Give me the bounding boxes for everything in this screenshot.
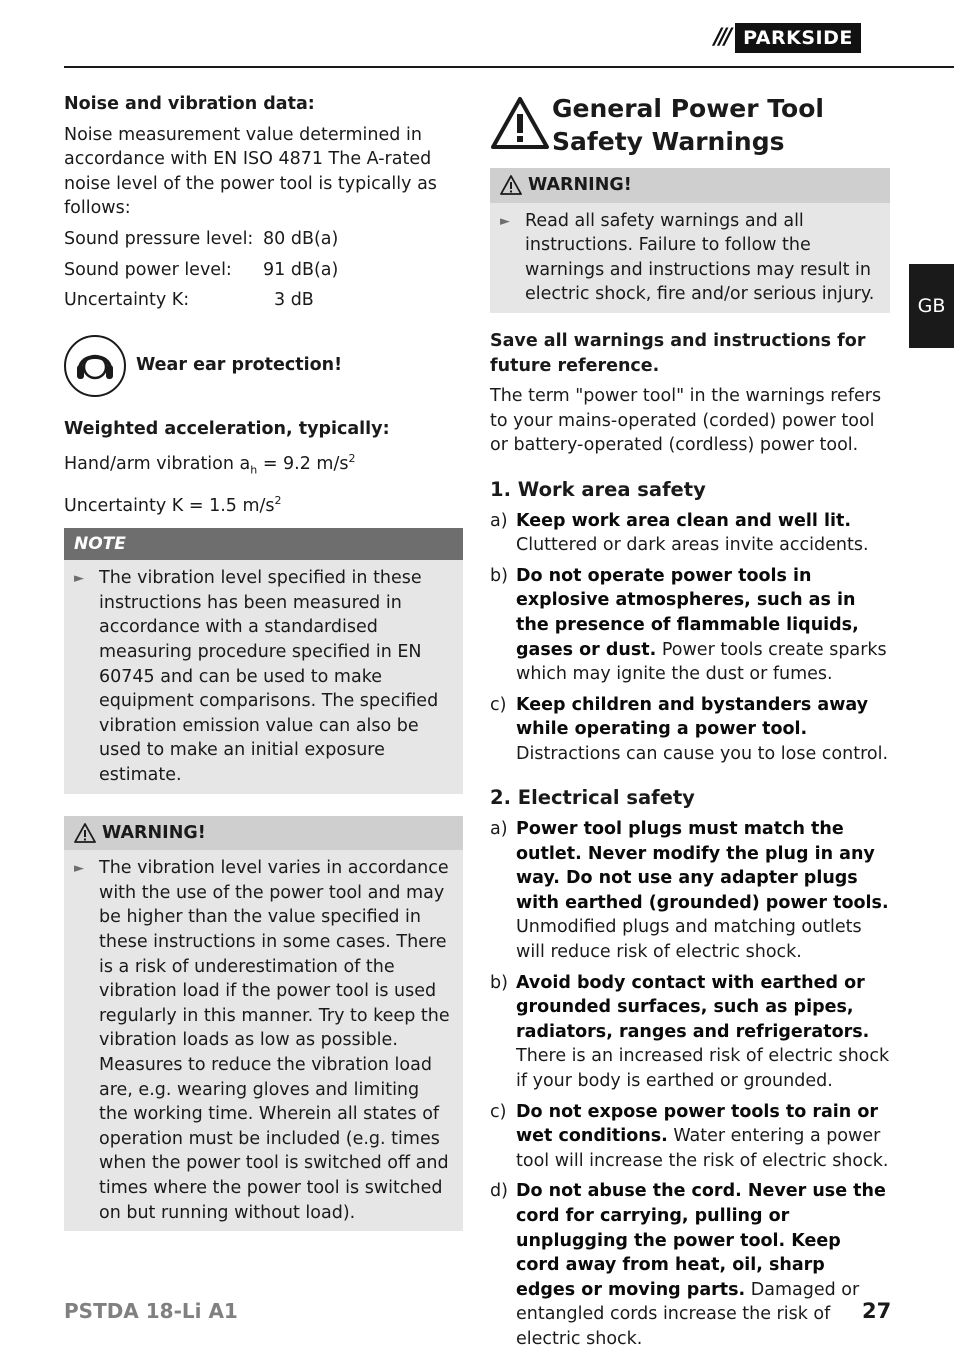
spec-label: Sound power level: xyxy=(64,259,232,280)
note-box xyxy=(64,528,463,794)
item-text xyxy=(516,1100,890,1174)
item-text xyxy=(516,693,890,767)
logo-slashes: /// xyxy=(714,24,730,50)
spec-list xyxy=(64,227,463,313)
spec-value: 91 dB(a) xyxy=(263,259,339,280)
item-bold: Power tool plugs must match the outlet. Never modify the plug in any way. Do not use any adapter plugs with earthed (grounded) power tools. xyxy=(516,819,889,913)
spec-label: Uncertainty K: xyxy=(64,290,190,311)
bullet-arrow-icon: ► xyxy=(74,861,84,877)
vibration-subscript: h xyxy=(250,463,258,477)
vibration-warning-title: WARNING! xyxy=(102,822,206,843)
power-tool-term: The term "power tool" in the warnings refers to your mains-operated (corded) power tool or battery-operated (cordless) power tool. xyxy=(490,386,882,456)
item-bold: Do not operate power tools in explosive atmospheres, such as in the presence of flammable liquids, gases or dust. xyxy=(516,565,859,660)
item-bold: Do not abuse the cord. Never use the cord for carrying, pulling or unplugging the power tool. Keep cord away from heat, oil, sharp edges or moving parts. xyxy=(516,1181,886,1300)
page-number: 27 xyxy=(862,1299,892,1323)
acceleration-heading: Weighted acceleration, typically: xyxy=(64,418,390,439)
vibration-warning-body xyxy=(64,850,463,1231)
language-tab xyxy=(909,264,954,348)
list-item xyxy=(490,509,890,558)
item-text xyxy=(516,564,890,687)
list-item xyxy=(490,1100,890,1174)
item-label: d) xyxy=(490,1181,508,1202)
general-warning-title: WARNING! xyxy=(528,175,632,195)
general-warning-box xyxy=(490,168,890,313)
item-bold: Keep work area clean and well lit. xyxy=(516,510,851,531)
general-warning-text: Read all safety warnings and all instructions. Failure to follow the warnings and instructions may result in electric shock, fire and/or serious injury. xyxy=(525,210,875,305)
save-instructions: Save all warnings and instructions for future reference. xyxy=(490,330,866,376)
item-label: b) xyxy=(490,972,508,993)
list-item xyxy=(490,693,890,767)
spec-label: Sound pressure level: xyxy=(64,228,254,249)
item-label: a) xyxy=(490,510,508,531)
warning-triangle-icon xyxy=(500,175,522,195)
item-rest: Power tools create sparks which may ignite the dust or fumes. xyxy=(516,639,887,685)
spec-row xyxy=(64,258,463,283)
uncertainty-text: Uncertainty K = 1.5 m/s xyxy=(64,496,275,517)
list-item xyxy=(490,971,890,1094)
general-warning-header xyxy=(490,168,890,203)
list-item xyxy=(490,1179,890,1351)
vibration-value: = 9.2 m/s xyxy=(257,454,349,475)
item-label: b) xyxy=(490,565,508,586)
footer-model: PSTDA 18-Li A1 xyxy=(64,1299,238,1323)
left-column xyxy=(64,92,463,1231)
item-label: c) xyxy=(490,1101,507,1122)
parkside-logo xyxy=(714,24,861,52)
item-bold: Keep children and bystanders away while operating a power tool. xyxy=(516,694,869,740)
bullet-arrow-icon: ► xyxy=(500,213,510,229)
item-rest: Unmodified plugs and matching outlets will reduce risk of electric shock. xyxy=(516,917,862,963)
item-rest: Distractions can cause you to lose control. xyxy=(516,743,889,764)
general-warning-body xyxy=(490,203,890,313)
uncertainty-unit-exponent: 2 xyxy=(274,494,282,508)
ear-protection-icon xyxy=(64,335,126,397)
ear-protection-row xyxy=(64,335,463,397)
item-rest: Cluttered or dark areas invite accidents. xyxy=(516,535,869,556)
warning-triangle-icon xyxy=(490,96,552,158)
item-text xyxy=(516,509,890,558)
spec-value: 3 dB xyxy=(274,290,314,311)
vibration-warning-box xyxy=(64,816,463,1232)
vibration-warning-text: The vibration level varies in accordance with the use of the power tool and may be higher than the value specified in these instructions in some cases. There is a risk of underestimation of the vibration load if the power tool is used regularly in this manner. Try to keep the vibration loads as low as possible. Measures to reduce the vibration load are, e.g. wearing gloves and limiting the working time. Wherein all states of operation must be included (e.g. times when the power tool is switched off and times where the power tool is switched on but running without load). xyxy=(99,858,450,1223)
warning-triangle-icon xyxy=(74,823,96,843)
item-text xyxy=(516,971,890,1094)
page-title: General Power Tool Safety Warnings xyxy=(552,94,824,156)
vibration-line xyxy=(64,447,463,483)
ear-protection-label: Wear ear protection! xyxy=(136,355,343,376)
spec-row xyxy=(64,227,463,252)
item-text xyxy=(516,1179,890,1351)
logo-brand: PARKSIDE xyxy=(735,23,861,54)
vibration-unit-exponent: 2 xyxy=(348,452,356,466)
noise-heading: Noise and vibration data: xyxy=(64,94,315,114)
section-title-block xyxy=(490,92,890,158)
section-title-work-area: 1. Work area safety xyxy=(490,477,706,501)
vibration-text: Hand/arm vibration a xyxy=(64,454,251,475)
item-rest: Water entering a power tool will increase the risk of electric shock. xyxy=(516,1126,889,1171)
uncertainty-line xyxy=(64,489,463,518)
note-text: The vibration level specified in these instructions has been measured in accordance with a standardised measuring procedure specified in EN 60745 and can be used to make equipment comparisons. The specified vibration emission value can also be used to make an initial exposure estimate. xyxy=(99,568,439,786)
note-title: NOTE xyxy=(64,528,463,561)
noise-intro: Noise measurement value determined in accordance with EN ISO 4871 The A-rated noise level of the power tool is typically as follows: xyxy=(64,124,437,219)
item-text xyxy=(516,817,890,965)
section-title-electrical: 2. Electrical safety xyxy=(490,786,695,810)
header-rule xyxy=(64,66,954,68)
spec-row xyxy=(64,288,463,313)
vibration-warning-header xyxy=(64,816,463,851)
item-rest: Damaged or entangled cords increase the risk of electric shock. xyxy=(516,1279,860,1349)
item-label: c) xyxy=(490,694,507,715)
bullet-arrow-icon: ► xyxy=(74,571,84,587)
item-rest: There is an increased risk of electric shock if your body is earthed or grounded. xyxy=(516,1046,890,1091)
right-column xyxy=(490,92,890,1352)
language-tab-label: GB xyxy=(917,294,946,317)
list-item xyxy=(490,564,890,687)
item-bold: Avoid body contact with earthed or grounded surfaces, such as pipes, radiators, ranges and refrigerators. xyxy=(516,972,870,1042)
note-body xyxy=(64,560,463,793)
item-bold: Do not expose power tools to rain or wet conditions. xyxy=(516,1101,879,1147)
item-label: a) xyxy=(490,819,508,840)
list-item xyxy=(490,817,890,965)
spec-value: 80 dB(a) xyxy=(263,228,339,249)
